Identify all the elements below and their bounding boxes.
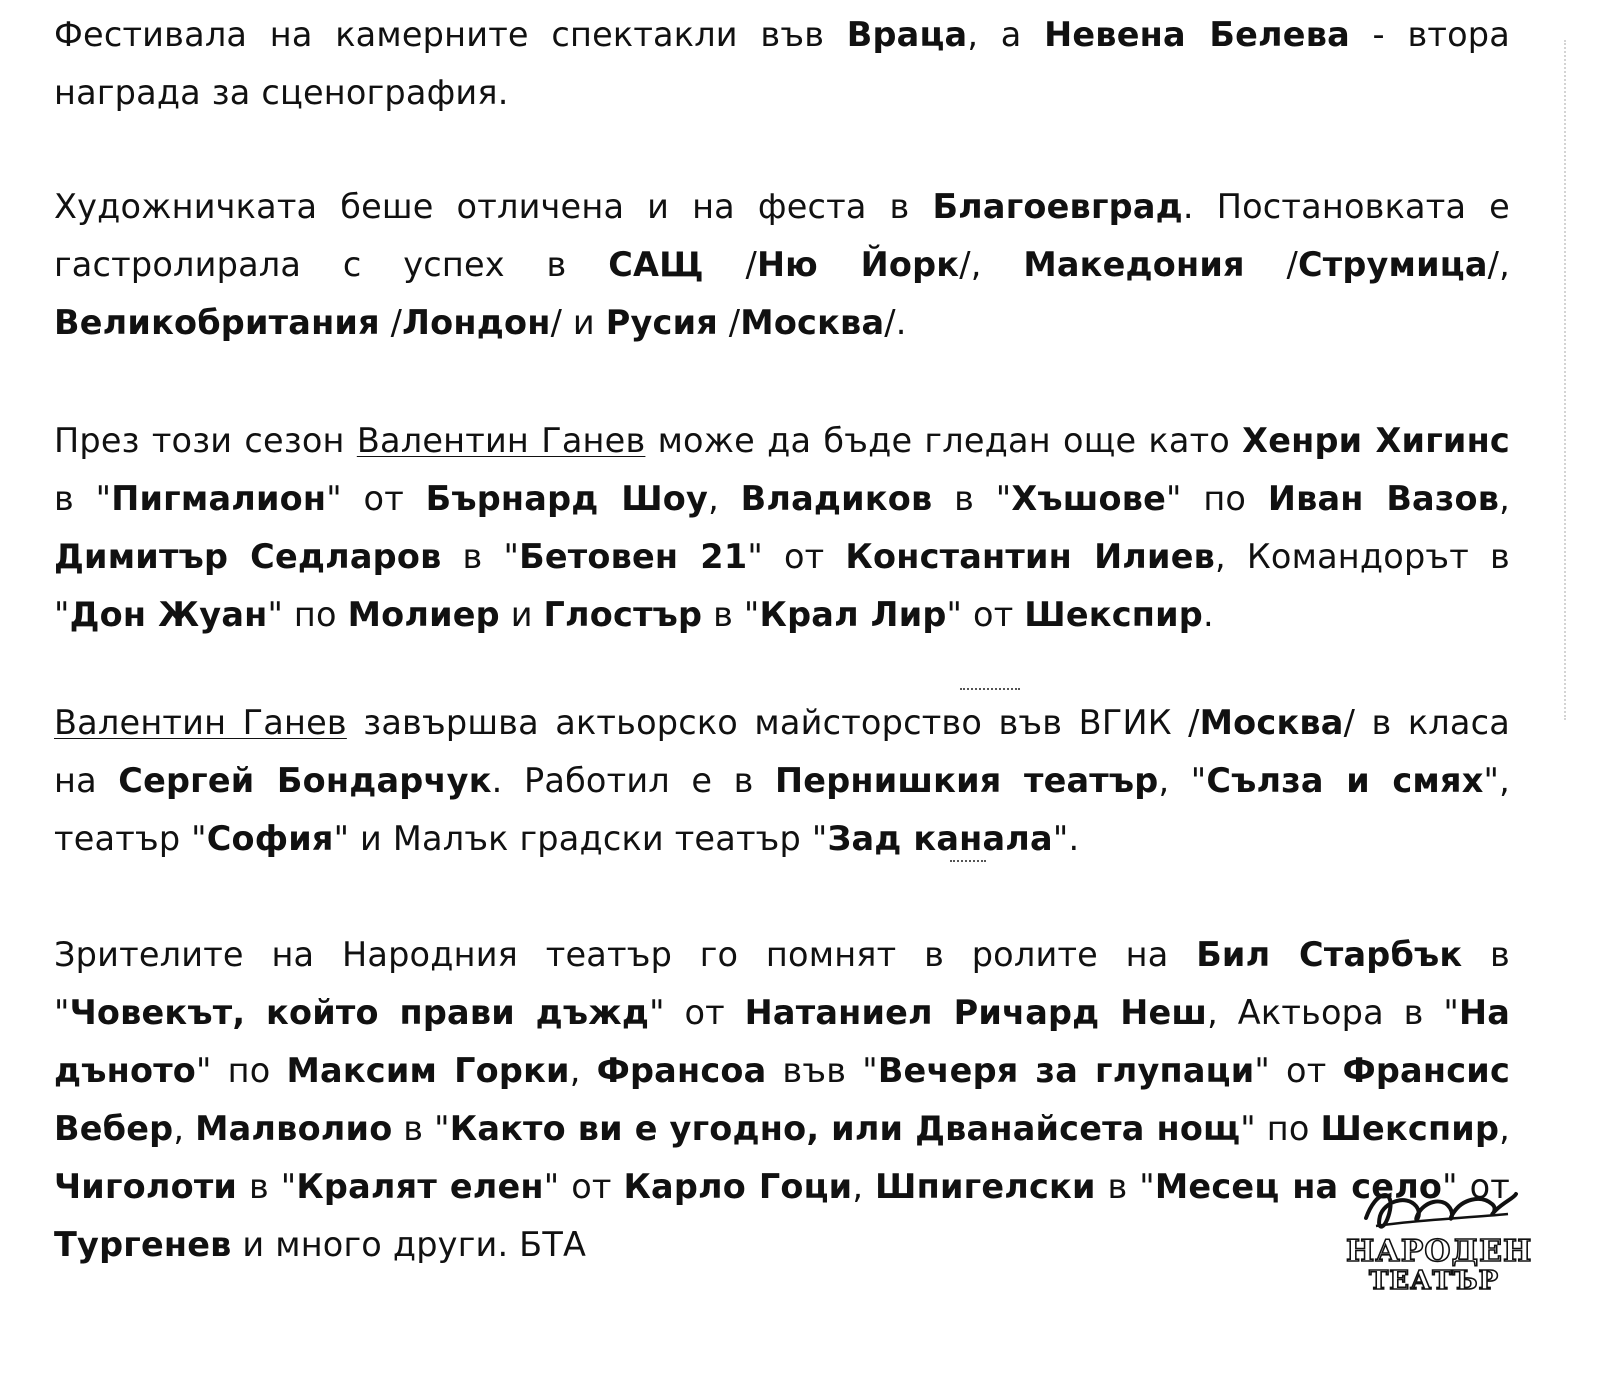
text-run: /.	[884, 303, 907, 342]
bold-term: Бетовен 21	[519, 537, 748, 576]
text-run: в "	[237, 1167, 297, 1206]
bold-term: САЩ	[608, 245, 704, 284]
text-run: " по	[1166, 479, 1268, 518]
text-run: в "	[54, 479, 112, 518]
text-run: Зрителите на Народния театър го помнят в ролите на	[54, 935, 1197, 974]
underlined-name: Валентин Ганев	[54, 703, 347, 742]
bold-term: Благоевград	[932, 187, 1183, 226]
bold-term: Москва	[1199, 703, 1344, 742]
text-run: във "	[766, 1051, 878, 1090]
text-run: " от	[1442, 1167, 1511, 1206]
scan-speck	[950, 860, 986, 865]
bold-term: Глостър	[543, 595, 703, 634]
text-run: , Командорът в "	[54, 537, 1510, 634]
bold-term: Москва	[740, 303, 885, 342]
text-run: /,	[1487, 245, 1510, 284]
text-run: и	[499, 595, 544, 634]
bold-term: Константин Илиев	[845, 537, 1216, 576]
text-run: ,	[852, 1167, 876, 1206]
text-run: ", театър "	[54, 761, 1510, 858]
bold-term: Малволио	[195, 1109, 393, 1148]
bold-term: Русия	[605, 303, 718, 342]
paragraph-4	[54, 694, 1510, 868]
bold-term: Пигмалион	[111, 479, 327, 518]
paragraph-3	[54, 412, 1510, 644]
scan-artifact-dots	[1562, 40, 1566, 720]
bold-term: Ню Йорк	[756, 245, 960, 284]
bold-term: Сълза и смях	[1206, 761, 1484, 800]
bold-term: Невена Белева	[1044, 15, 1350, 54]
bold-term: Зад канала	[827, 819, 1053, 858]
paragraph-2	[54, 178, 1510, 352]
bold-term: Човекът, който прави дъжд	[69, 993, 650, 1032]
text-run: в "	[932, 479, 1012, 518]
bold-term: На дъното	[54, 993, 1510, 1090]
text-run: в "	[392, 1109, 450, 1148]
text-run: " от	[747, 537, 846, 576]
national-theatre-logo	[1346, 1180, 1533, 1300]
bold-term: Чиголоти	[54, 1167, 238, 1206]
text-run: ,	[173, 1109, 196, 1148]
bold-term: Франсоа	[596, 1051, 767, 1090]
bold-term: Сергей Бондарчук	[118, 761, 492, 800]
bold-term: Крал Лир	[759, 595, 947, 634]
paragraph-1	[54, 6, 1510, 122]
text-run: ,	[708, 479, 741, 518]
bold-term: Франсис Вебер	[54, 1051, 1510, 1148]
text-run: /	[703, 245, 757, 284]
text-run: " от	[1254, 1051, 1343, 1090]
bold-term: Тургенев	[54, 1225, 232, 1264]
bold-term: Шпигелски	[875, 1167, 1096, 1206]
bold-term: Карло Гоци	[623, 1167, 853, 1206]
bold-term: Кралят елен	[296, 1167, 544, 1206]
text-run: " по	[267, 595, 348, 634]
bold-term: Както ви е угодно, или Дванайсета нощ	[449, 1109, 1241, 1148]
bold-term: Македония	[1023, 245, 1245, 284]
text-run: в "	[54, 935, 1510, 1032]
bold-term: Владиков	[740, 479, 933, 518]
bold-term: Месец на село	[1154, 1167, 1443, 1206]
text-run: /	[379, 303, 403, 342]
bold-term: Враца	[846, 15, 968, 54]
text-run: може да бъде гледан още като	[645, 421, 1243, 460]
bold-term: Пернишкия театър	[775, 761, 1159, 800]
text-run: " и Малък градски театър "	[333, 819, 828, 858]
text-run: ,	[1499, 479, 1510, 518]
text-run: " от	[946, 595, 1025, 634]
text-run: и много други. БТА	[231, 1225, 587, 1264]
text-run: " по	[1240, 1109, 1321, 1148]
text-run: " от	[543, 1167, 624, 1206]
bold-term: София	[206, 819, 334, 858]
scan-speck	[960, 688, 1020, 693]
text-run: в "	[1095, 1167, 1155, 1206]
text-run: . Работил е в	[491, 761, 776, 800]
bold-term: Бил Старбък	[1196, 935, 1463, 974]
text-run: Художничката беше отличена и на феста в	[54, 187, 933, 226]
text-run: " от	[326, 479, 426, 518]
bold-term: Хъшове	[1011, 479, 1167, 518]
bold-term: Натаниел Ричард Неш	[744, 993, 1208, 1032]
text-run: " по	[196, 1051, 287, 1090]
text-run: /	[1244, 245, 1298, 284]
logo-line-2: ТЕАТЪР	[1368, 1266, 1500, 1296]
text-run: в "	[441, 537, 520, 576]
text-run: / и	[550, 303, 606, 342]
bold-term: Великобритания	[54, 303, 380, 342]
paragraph-5	[54, 926, 1510, 1274]
text-run: ".	[1052, 819, 1080, 858]
bold-term: Хенри Хигинс	[1242, 421, 1510, 460]
text-run: През този сезон	[54, 421, 357, 460]
text-run: . Постановката е гастролирала с успех в	[54, 187, 1510, 284]
bold-term: Максим Горки	[286, 1051, 570, 1090]
text-run: ,	[569, 1051, 597, 1090]
text-run: , Актьора в "	[1207, 993, 1459, 1032]
text-run: ,	[1499, 1109, 1511, 1148]
bold-term: Иван Вазов	[1267, 479, 1500, 518]
text-run: - втора награда за сценография.	[54, 15, 1510, 112]
bold-term: Струмица	[1297, 245, 1488, 284]
bold-term: Лондон	[402, 303, 551, 342]
bold-term: Шекспир	[1024, 595, 1203, 634]
bold-term: Димитър Седларов	[54, 537, 442, 576]
text-run: /,	[959, 245, 1024, 284]
text-run: " от	[649, 993, 745, 1032]
text-run: /	[717, 303, 741, 342]
text-run: / в класа на	[54, 703, 1510, 800]
bold-term: Шекспир	[1320, 1109, 1500, 1148]
text-run: в "	[702, 595, 760, 634]
text-run: .	[1202, 595, 1214, 634]
text-run: , "	[1158, 761, 1207, 800]
logo-line-1: НАРОДЕН	[1346, 1234, 1533, 1269]
bold-term: Молиер	[347, 595, 500, 634]
text-run: Фестивала на камерните спектакли във	[54, 15, 847, 54]
text-run: завършва актьорско майсторство във ВГИК /	[346, 703, 1200, 742]
bold-term: Вечеря за глупаци	[877, 1051, 1255, 1090]
bold-term: Дон Жуан	[69, 595, 268, 634]
underlined-name: Валентин Ганев	[356, 421, 646, 460]
text-run: , а	[967, 15, 1045, 54]
bold-term: Бърнард Шоу	[425, 479, 709, 518]
